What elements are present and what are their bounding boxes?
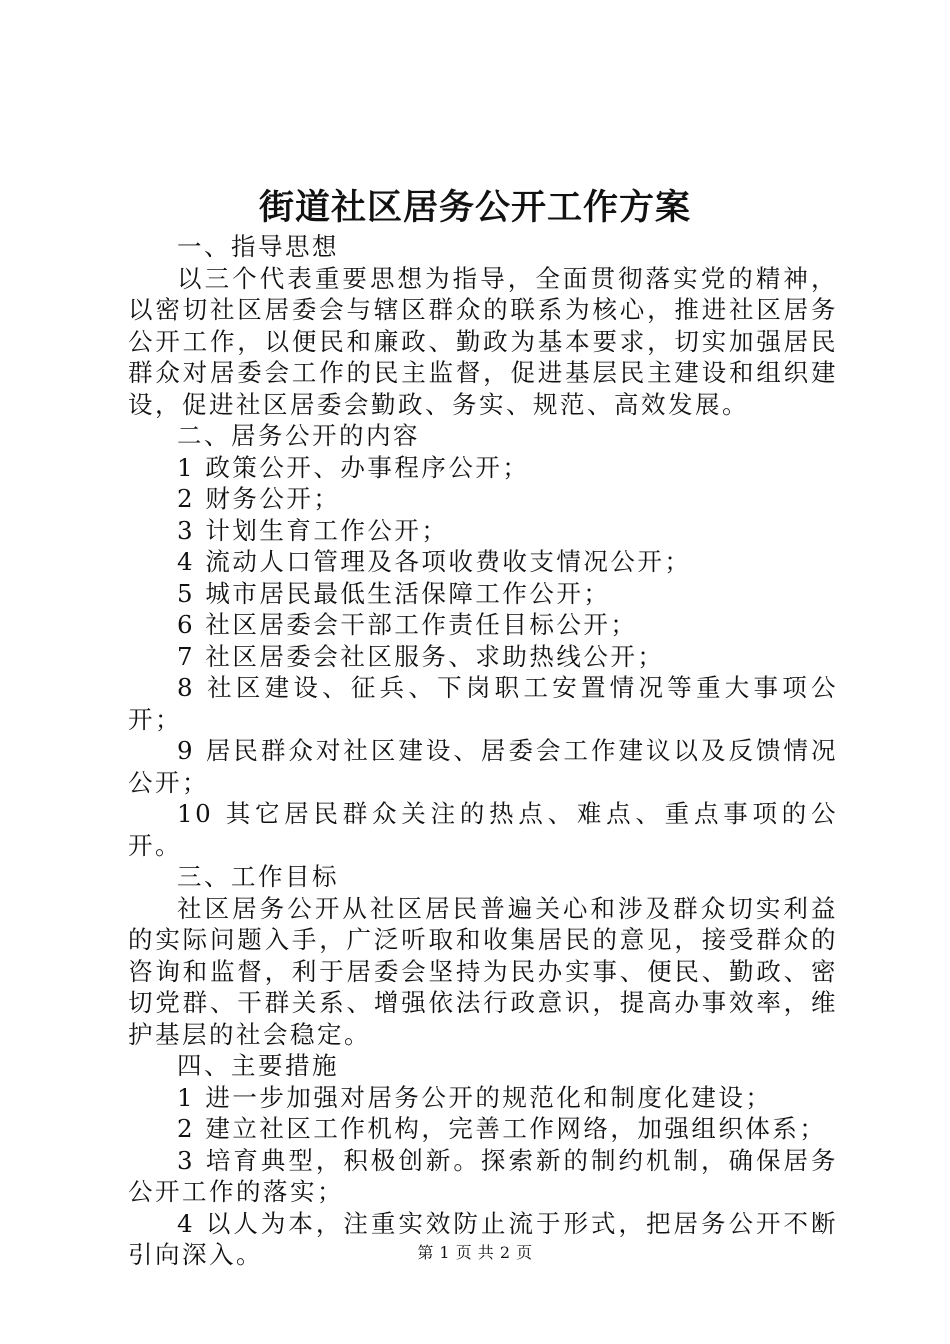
paragraph: 社区居务公开从社区居民普遍关心和涉及群众切实利益的实际问题入手，广泛听取和收集居民的意见，接受群众的咨询和监督，利于居委会坚持为民办实事、便民、勤政、密切党群、干群关系、增强依法行政意识，提高办事效率，维护基层的社会稳定。 — [128, 893, 838, 1049]
list-item: 7 社区居委会社区服务、求助热线公开； — [177, 641, 665, 671]
document-body — [128, 231, 838, 1271]
list-item: 5 城市居民最低生活保障工作公开； — [177, 578, 611, 608]
document-title: 街道社区居务公开工作方案 — [258, 187, 691, 228]
list-item: 2 财务公开； — [177, 484, 341, 513]
list-item: 1 政策公开、办事程序公开； — [177, 452, 530, 482]
heading-4: 四、主要措施 — [177, 1051, 339, 1080]
list-item: 9 居民群众对社区建设、居委会工作建议以及反馈情况公开； — [128, 736, 838, 797]
list-item: 3 计划生育工作公开； — [177, 515, 449, 545]
heading-1: 一、指导思想 — [177, 232, 339, 261]
heading-3: 三、工作目标 — [177, 862, 339, 891]
list-item: 3 培育典型，积极创新。探索新的制约机制，确保居务公开工作的落实； — [128, 1145, 838, 1206]
list-item: 4 流动人口管理及各项收费收支情况公开； — [177, 547, 692, 576]
list-item: 4 以人为本，注重实效防止流于形式，把居务公开不断引向深入。 — [128, 1208, 838, 1269]
list-item: 8 社区建设、征兵、下岗职工安置情况等重大事项公开； — [128, 673, 838, 734]
list-item: 6 社区居委会干部工作责任目标公开； — [177, 610, 638, 639]
paragraph: 以三个代表重要思想为指导，全面贯彻落实党的精神，以密切社区居委会与辖区群众的联系为核心，推进社区居务公开工作，以便民和廉政、勤政为基本要求，切实加强居民群众对居委会工作的民主监督，促进基层民主建设和组织建设，促进社区居委会勤政、务实、规范、高效发展。 — [128, 263, 838, 419]
list-item: 1 进一步加强对居务公开的规范化和制度化建设； — [177, 1082, 773, 1112]
page-footer: 第 1 页 共 2 页 — [417, 1243, 533, 1262]
list-item: 10 其它居民群众关注的热点、难点、重点事项的公开。 — [128, 799, 838, 860]
heading-2: 二、居务公开的内容 — [177, 421, 420, 450]
list-item: 2 建立社区工作机构，完善工作网络，加强组织体系； — [177, 1114, 827, 1143]
